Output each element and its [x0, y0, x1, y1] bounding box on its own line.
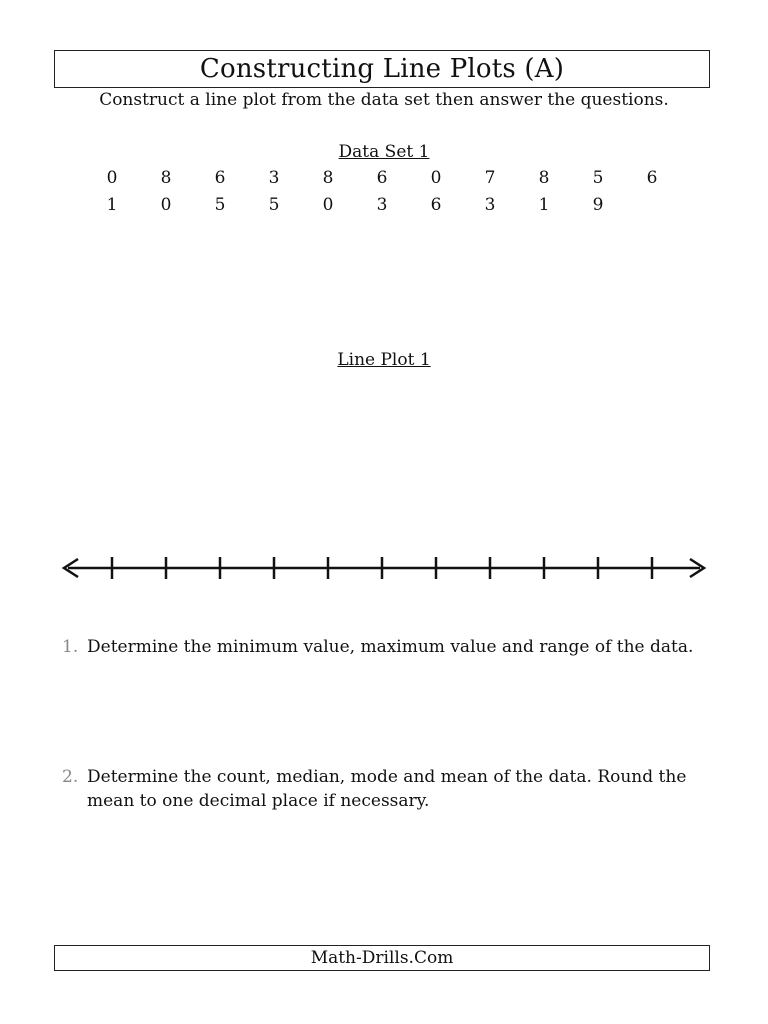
data-value: 8: [322, 168, 334, 188]
data-value: 5: [214, 195, 226, 215]
line-plot-heading: Line Plot 1: [337, 350, 431, 370]
question-1: [62, 635, 702, 659]
question-number: 1.: [62, 637, 79, 657]
data-value: 8: [160, 168, 172, 188]
data-value: 6: [430, 195, 442, 215]
data-value: 0: [430, 168, 442, 188]
data-value: 6: [646, 168, 658, 188]
data-value: 1: [106, 195, 118, 215]
footer: Math-Drills.Com: [54, 945, 710, 971]
data-value: 5: [592, 168, 604, 188]
data-value: 0: [160, 195, 172, 215]
data-set-heading: Data Set 1: [338, 142, 430, 162]
question-text: Determine the count, median, mode and mean of the data. Round the mean to one decimal place if necessary.: [87, 767, 687, 811]
data-value: 9: [592, 195, 604, 215]
data-row-2: [85, 195, 625, 219]
data-value: 3: [376, 195, 388, 215]
data-value: 0: [106, 168, 118, 188]
data-value: 3: [268, 168, 280, 188]
data-value: 8: [538, 168, 550, 188]
number-line: [58, 552, 710, 584]
question-text: Determine the minimum value, maximum value and range of the data.: [87, 637, 694, 657]
worksheet-title: Constructing Line Plots (A): [54, 50, 710, 88]
data-value: 0: [322, 195, 334, 215]
instructions: Construct a line plot from the data set then answer the questions.: [99, 90, 669, 110]
data-value: 7: [484, 168, 496, 188]
data-value: 6: [376, 168, 388, 188]
data-value: 1: [538, 195, 550, 215]
data-value: 6: [214, 168, 226, 188]
question-number: 2.: [62, 767, 79, 787]
data-row-1: [85, 168, 679, 192]
data-value: 3: [484, 195, 496, 215]
data-value: 5: [268, 195, 280, 215]
question-2: [62, 765, 702, 813]
